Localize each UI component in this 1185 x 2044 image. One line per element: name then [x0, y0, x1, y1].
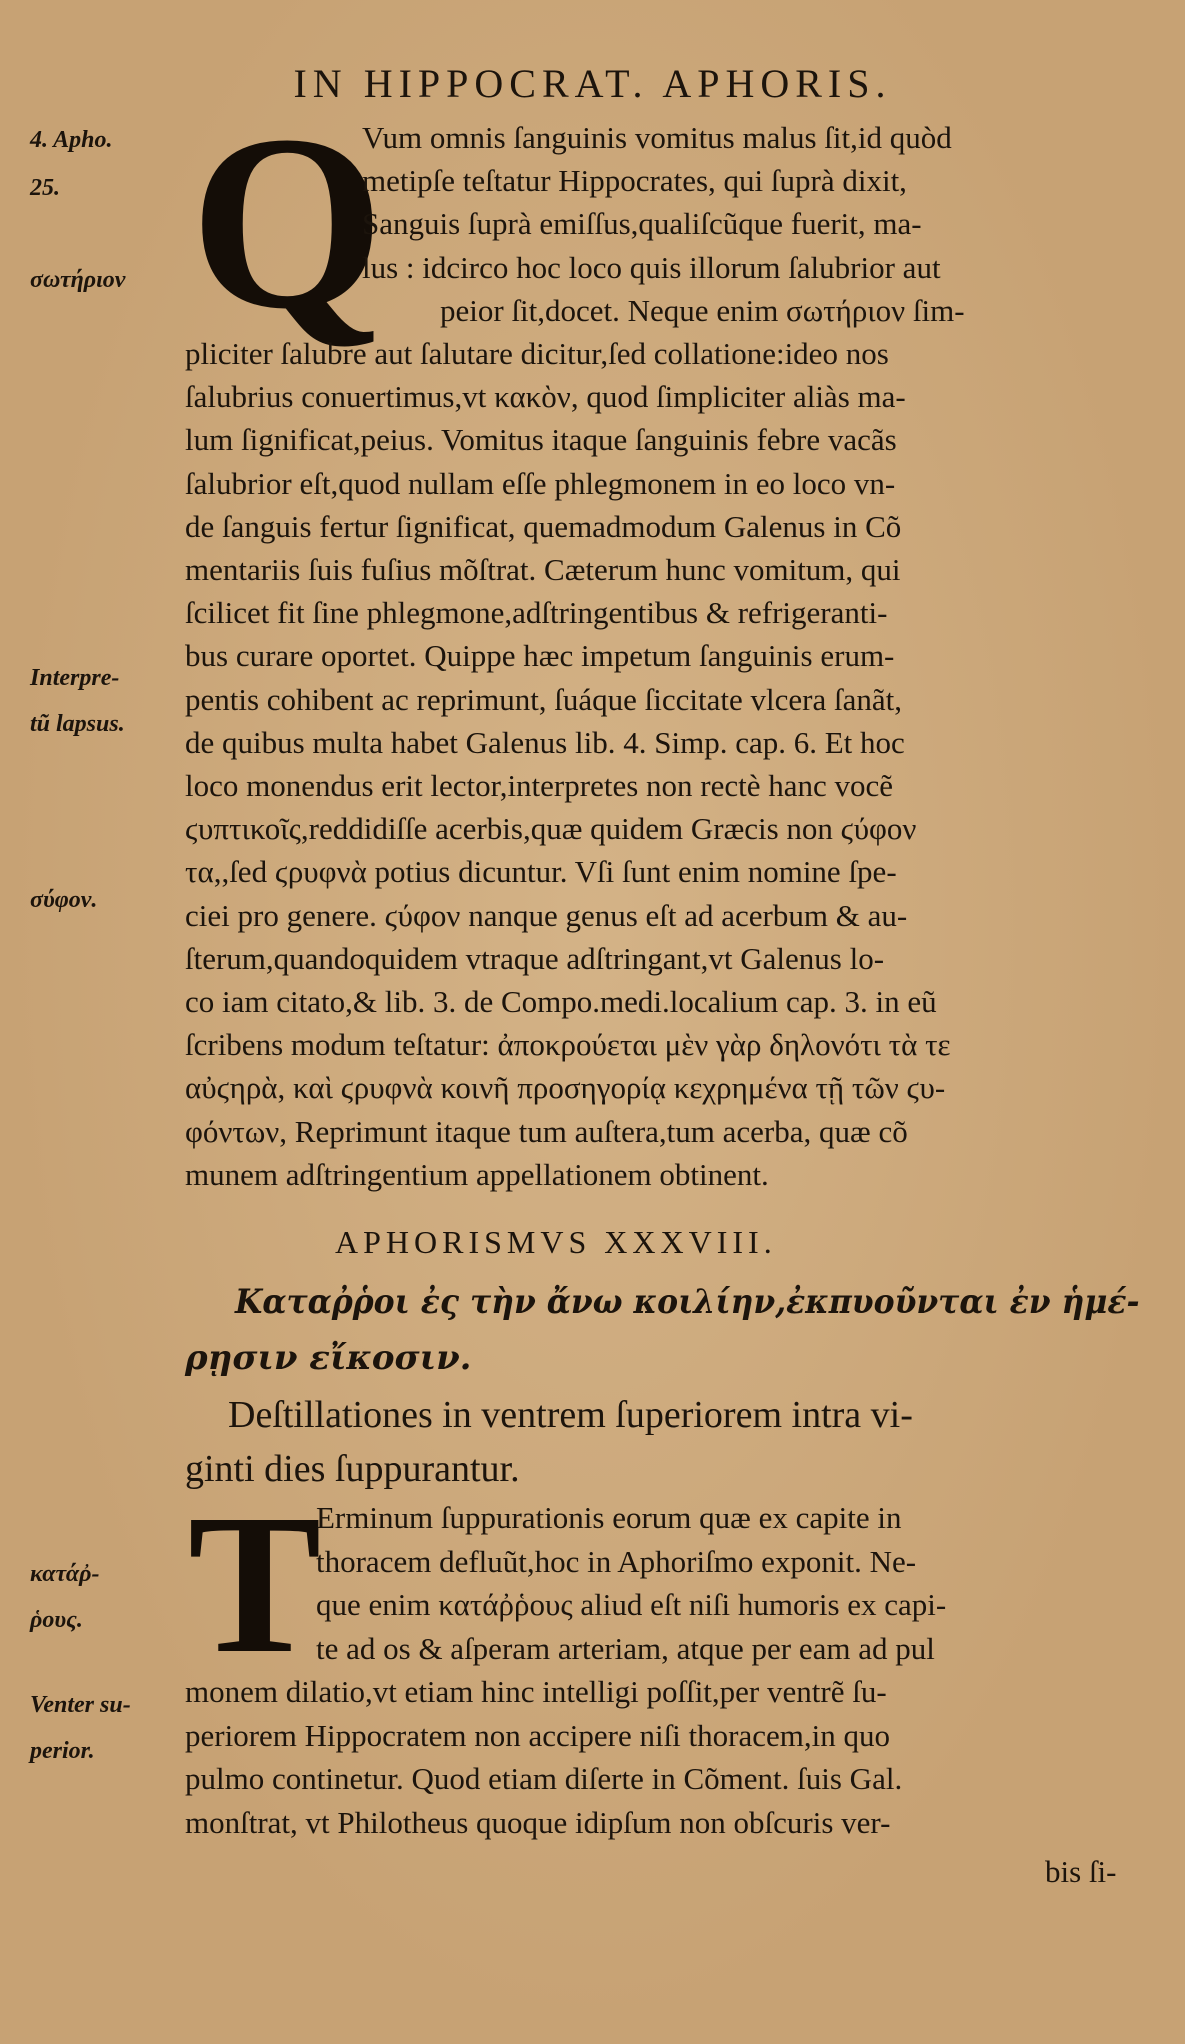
text-line: te ad os & aſperam arteriam, atque per eam ad pul	[316, 1630, 935, 1666]
text-line: pentis cohibent ac reprimunt, ſuáque ſiccitate vlcera ſanãt,	[185, 681, 902, 717]
catchword: bis ſi-	[1045, 1854, 1117, 1889]
margin-note: perior.	[30, 1738, 95, 1764]
text-line: bus curare oportet. Quippe hæc impetum ſanguinis erum-	[185, 638, 895, 674]
margin-note: tũ lapsus.	[30, 711, 125, 737]
text-line: ciei pro genere. ϛύφον nanque genus eſt ad acerbum & au-	[185, 897, 908, 933]
text-line: pliciter ſalubre aut ſalutare dicitur,ſed collatione:ideo nos	[185, 336, 889, 371]
text-line: ϛυπτικοῖς,reddidiſſe acerbis,quæ quidem Græcis non ϛύφον	[185, 811, 917, 847]
margin-note: Interpre-	[30, 665, 120, 691]
text-line: de ſanguis fertur ſignificat, quemadmodum Galenus in Cõ	[185, 508, 902, 544]
text-line: Erminum ſuppurationis eorum quæ ex capite in	[316, 1500, 902, 1535]
text-line: metipſe teſtatur Hippocrates, qui ſuprà dixit,	[362, 163, 907, 199]
text-line: de quibus multa habet Galenus lib. 4. Simp. cap. 6. Et hoc	[185, 724, 905, 760]
text-line: Sanguis ſuprà emiſſus,qualiſcũque fuerit, ma-	[362, 206, 922, 242]
text-line: ſterum,quandoquidem vtraque adſtringant,vt Galenus lo-	[185, 940, 885, 976]
latin-line: Deſtillationes in ventrem ſuperiorem intra vi-	[228, 1394, 913, 1436]
margin-note: 4. Apho.	[30, 127, 113, 153]
text-line: monem dilatio,vt etiam hinc intelligi poſſit,per ventrẽ ſu-	[185, 1674, 887, 1709]
text-line: peior ſit,docet. Neque enim σωτήριον ſim-	[440, 292, 965, 328]
drop-cap-q: Q	[190, 84, 385, 361]
text-line: mentariis ſuis fuſius mõſtrat. Cæterum hunc vomitum, qui	[185, 552, 901, 587]
text-line: φόντων, Reprimunt itaque tum auſtera,tum acerba, quæ cõ	[185, 1113, 908, 1149]
text-line: pulmo continetur. Quod etiam diſerte in Cõment. ſuis Gal.	[185, 1761, 903, 1796]
margin-note: Venter su-	[30, 1692, 131, 1718]
text-line: Vum omnis ſanguinis vomitus malus ſit,id quòd	[362, 120, 952, 155]
text-line: ſalubrius conuertimus,vt κακὸν, quod ſimpliciter aliàs ma-	[185, 379, 906, 415]
margin-note: σωτήριον	[30, 267, 126, 293]
text-line: loco monendus erit lector,interpretes non rectè hanc vocẽ	[185, 768, 894, 803]
text-line: co iam citato,& lib. 3. de Compo.medi.localium cap. 3. in eũ	[185, 984, 937, 1019]
text-line: ſalubrior eſt,quod nullam eſſe phlegmonem in eo loco vn-	[185, 465, 896, 501]
text-line: munem adſtringentium appellationem obtinent.	[185, 1156, 769, 1192]
aphorism-heading: APHORISMVS XXXVIII.	[335, 1224, 777, 1260]
drop-cap-t: T	[188, 1474, 322, 1695]
text-line: thoracem defluũt,hoc in Aphoriſmo exponit. Ne-	[316, 1543, 917, 1579]
margin-note: 25.	[30, 175, 60, 201]
latin-line: ginti dies ſuppurantur.	[185, 1448, 520, 1490]
greek-line: ρῃσιν εἴκοσιν.	[185, 1338, 472, 1378]
running-header: IN HIPPOCRAT. APHORIS.	[293, 61, 892, 106]
text-line: monſtrat, vt Philotheus quoque idipſum non obſcuris ver-	[185, 1804, 891, 1840]
text-line: que enim κατάῤῥους aliud eſt niſi humoris ex capi-	[316, 1587, 947, 1622]
text-line: ſcribens modum teſtatur: ἀποκρούεται μὲν γὰρ δηλονότι τὰ τε	[185, 1027, 951, 1063]
text-line: ſcilicet fit ſine phlegmone,adſtringentibus & refrigeranti-	[185, 595, 888, 631]
text-line: lus : idcirco hoc loco quis illorum ſalubrior aut	[362, 249, 941, 285]
margin-note: ῥους.	[30, 1607, 83, 1633]
margin-note: κατάῤ-	[30, 1561, 100, 1587]
text-line: lum ſignificat,peius. Vomitus itaque ſanguinis febre vacãs	[185, 422, 897, 458]
text-line: αὐϛηρὰ, καὶ ϛρυφνὰ κοινῆ προσηγορίᾳ κεχρημένα τῇ τῶν ϛυ-	[185, 1070, 946, 1106]
greek-line: Καταῤῥοι ἐς τὴν ἄνω κοιλίην,ἐκπυοῦνται ἐν ἡμέ-	[235, 1282, 1140, 1322]
text-line: τα,,ſed ϛρυφνὰ potius dicuntur. Vſi ſunt enim nomine ſpe-	[185, 854, 897, 890]
text-line: periorem Hippocratem non accipere niſi thoracem,in quo	[185, 1717, 890, 1753]
margin-note: σύφον.	[30, 887, 98, 913]
